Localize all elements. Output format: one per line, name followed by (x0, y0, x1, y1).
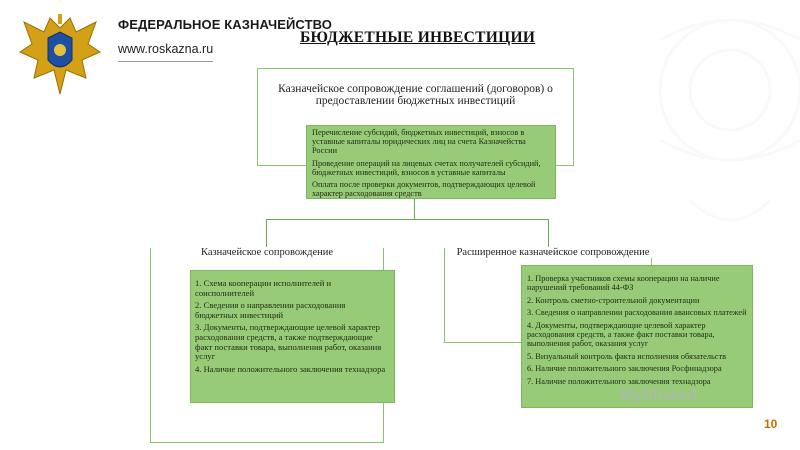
top-block-item: Перечисление субсидий, бюджетных инвестиций, взносов в уставные капиталы юридических лиц на счета Казначейства России (312, 128, 526, 156)
right-block-item: 7. Наличие положительного заключения технадзора (527, 376, 711, 386)
connector-vertical-top (414, 199, 415, 219)
left-block-item: 4. Наличие положительного заключения технадзора (195, 363, 386, 374)
connector-horizontal (266, 219, 549, 220)
org-url-link[interactable]: www.roskazna.ru (118, 42, 214, 56)
top-block-content (306, 125, 556, 199)
right-block-item: 6. Наличие положительного заключения Росфинадзора (527, 364, 722, 374)
right-block-item: 3. Сведения о направлении расходования авансовых платежей (527, 308, 747, 318)
top-block-item: Оплата после проверки документов, подтверждающих целевой характер расходования средств (312, 180, 536, 199)
org-name: ФЕДЕРАЛЬНОЕ КАЗНАЧЕЙСТВО (118, 17, 333, 32)
left-block-title: Казначейское сопровождение (151, 247, 383, 258)
left-block-item: 3. Документы, подтверждающие целевой характер расходования средств, а также подтверждающие факт поставки товара, выполнения работ, оказания услуг (195, 322, 382, 362)
left-block-content (190, 270, 395, 403)
right-block-item: 1. Проверка участников схемы кооперации на наличие нарушений требований 44-ФЗ (527, 274, 720, 293)
left-block-item: 2. Сведения о направлении расходования бюджетных инвестиций (195, 300, 346, 320)
top-block-title: Казначейское сопровождение соглашений (договоров) о предоставлении бюджетных инвестиций (278, 83, 553, 107)
right-block-title: Расширенное казначейское сопровождение (445, 247, 661, 258)
slide-title: БЮДЖЕТНЫЕ ИНВЕСТИЦИИ (300, 29, 536, 46)
left-block-item: 1. Схема кооперации исполнителей и соисполнителей (195, 278, 332, 298)
right-block-item: 4. Документы, подтверждающие целевой характер расходования средств, а также факт поставки товара, выполнения работ, оказания услуг (527, 320, 715, 349)
connector-left-down (266, 219, 267, 248)
top-block-item: Проведение операций на лицевых счетах получателей субсидий, бюджетных инвестиций, взносов в уставные капиталы (312, 158, 541, 177)
page-number: 10 (764, 417, 778, 431)
right-block-item: 5. Визуальный контроль факта исполнения обязательств (527, 351, 727, 361)
double-headed-eagle-emblem-icon (14, 8, 106, 100)
header-divider (118, 61, 213, 62)
watermark: MyShared (620, 387, 697, 404)
right-block-item: 2. Контроль сметно-строительной документации (527, 295, 700, 305)
connector-right-down (548, 219, 549, 248)
